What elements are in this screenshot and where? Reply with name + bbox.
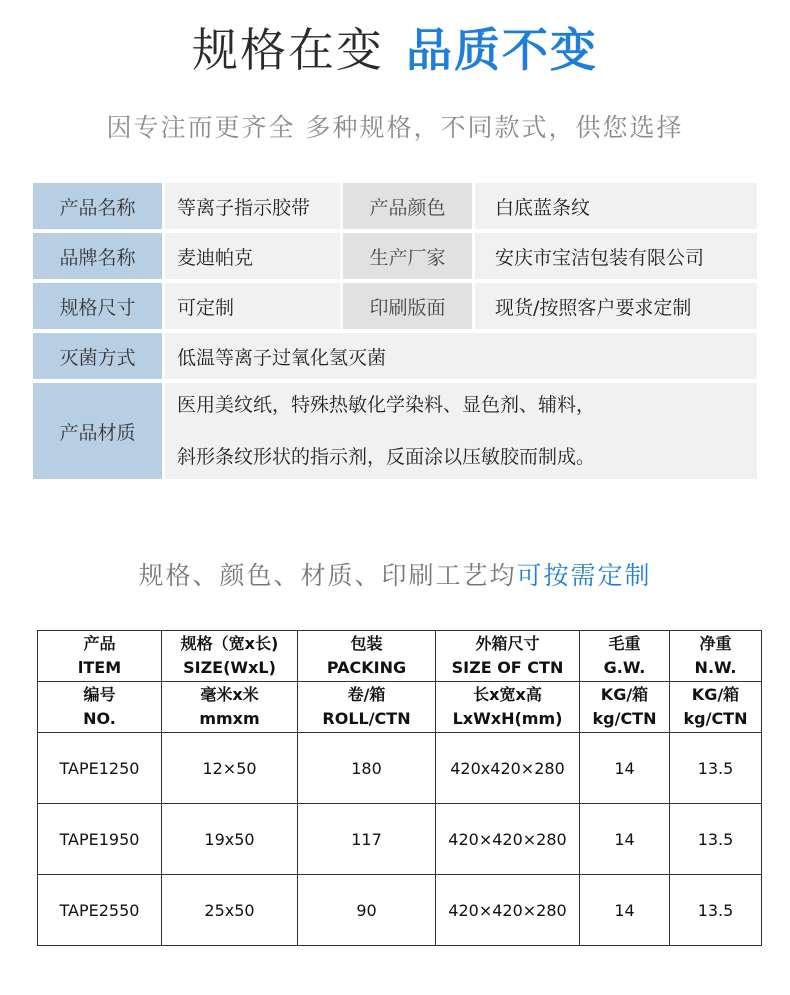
info-row [33, 233, 757, 279]
table-cell: 420×420×280 [436, 804, 580, 875]
title-dark: 规格在变 [192, 23, 384, 77]
table-cell: 14 [580, 875, 670, 946]
spec-table [37, 630, 762, 946]
table-cell: 13.5 [670, 875, 762, 946]
info-value: 等离子指示胶带 [165, 183, 340, 229]
table-header-cell: 规格（宽x长) SIZE(WxL) [162, 631, 298, 682]
info-value: 麦迪帕克 [165, 233, 340, 279]
table-header-cell: 外箱尺寸 SIZE OF CTN [436, 631, 580, 682]
table-header-row [38, 631, 762, 682]
section-title [0, 556, 790, 592]
table-row [38, 804, 762, 875]
table-cell: 14 [580, 804, 670, 875]
table-row [38, 875, 762, 946]
info-label: 灭菌方式 [33, 333, 162, 379]
table-header-cell: 编号 NO. [38, 682, 162, 733]
material-line: 医用美纹纸，特殊热敏化学染料、显色剂、辅料， [177, 394, 596, 416]
table-cell: 180 [298, 733, 436, 804]
table-header-cell: 产品 lTEM [38, 631, 162, 682]
table-cell: TAPE2550 [38, 875, 162, 946]
table-cell: 117 [298, 804, 436, 875]
info-label: 产品材质 [33, 383, 162, 479]
material-line: 斜形条纹形状的指示剂，反面涂以压敏胶而制成。 [177, 446, 596, 468]
table-cell: TAPE1950 [38, 804, 162, 875]
table-header-row [38, 682, 762, 733]
table-header-cell: 长x宽x高 LxWxH(mm) [436, 682, 580, 733]
info-label: 产品名称 [33, 183, 162, 229]
table-cell: 13.5 [670, 804, 762, 875]
section-title-gray: 规格、颜色、材质、印刷工艺均 [138, 561, 517, 590]
section-title-blue: 可按需定制 [516, 561, 652, 590]
info-value [165, 383, 757, 479]
table-cell: 90 [298, 875, 436, 946]
table-cell: TAPE1250 [38, 733, 162, 804]
table-header-cell: KG/箱 kg/CTN [580, 682, 670, 733]
table-cell: 25x50 [162, 875, 298, 946]
table-cell: 12×50 [162, 733, 298, 804]
info-row [33, 383, 757, 479]
table-cell: 420x420×280 [436, 733, 580, 804]
table-cell: 14 [580, 733, 670, 804]
table-header-cell: 卷/箱 ROLL/CTN [298, 682, 436, 733]
info-label: 产品颜色 [343, 183, 472, 229]
table-header-cell: 净重 N.W. [670, 631, 762, 682]
info-label: 生产厂家 [343, 233, 472, 279]
info-row [33, 333, 757, 379]
table-cell: 420×420×280 [436, 875, 580, 946]
info-value: 安庆市宝洁包装有限公司 [475, 233, 757, 279]
table-cell: 13.5 [670, 733, 762, 804]
info-value: 低温等离子过氧化氢灭菌 [165, 333, 757, 379]
table-header-cell: KG/箱 kg/CTN [670, 682, 762, 733]
product-info-grid [33, 183, 757, 483]
info-value: 可定制 [165, 283, 340, 329]
info-label: 规格尺寸 [33, 283, 162, 329]
info-label: 品牌名称 [33, 233, 162, 279]
title-blue: 品质不变 [406, 23, 598, 77]
table-row [38, 733, 762, 804]
table-header-cell: 包装 PACKING [298, 631, 436, 682]
info-value: 现货/按照客户要求定制 [475, 283, 757, 329]
table-header-cell: 毫米x米 mmxm [162, 682, 298, 733]
info-label: 印刷版面 [343, 283, 472, 329]
page-title [0, 18, 790, 82]
subtitle: 因专注而更齐全 多种规格，不同款式，供您选择 [106, 113, 684, 142]
info-row [33, 183, 757, 229]
table-cell: 19x50 [162, 804, 298, 875]
info-row [33, 283, 757, 329]
info-value: 白底蓝条纹 [475, 183, 757, 229]
table-header-cell: 毛重 G.W. [580, 631, 670, 682]
